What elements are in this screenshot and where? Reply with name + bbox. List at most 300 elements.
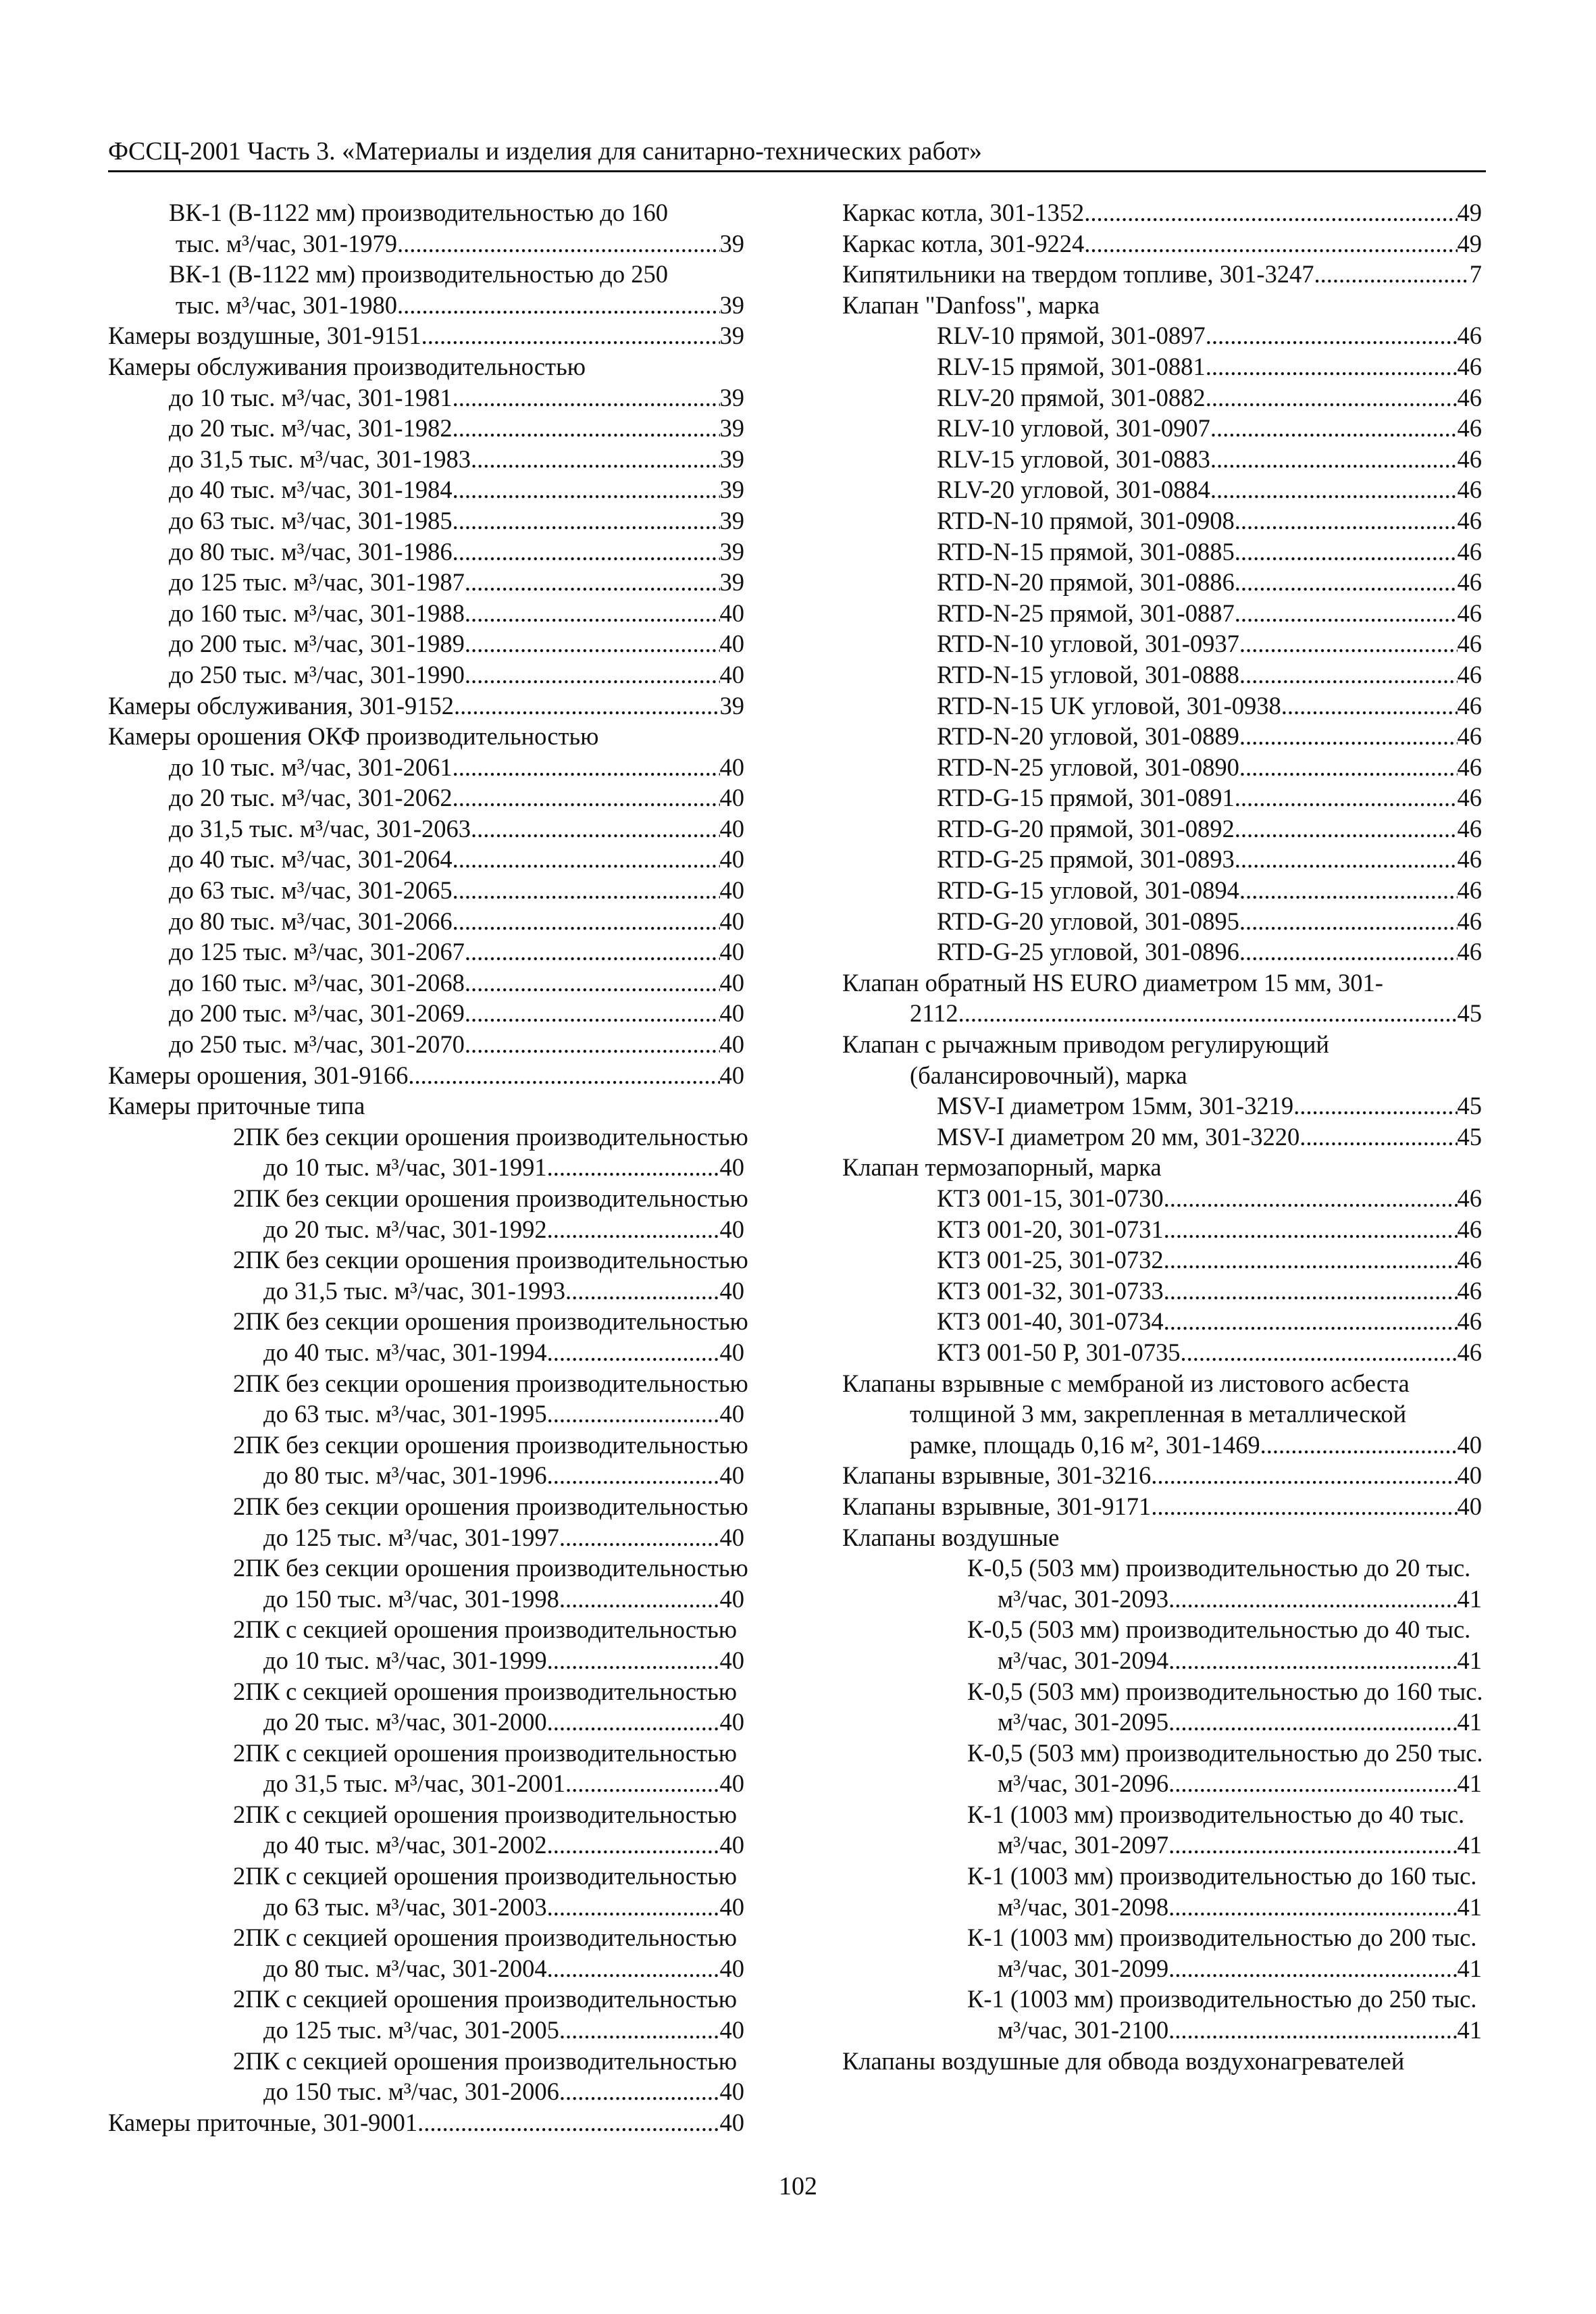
entry-page-number: 46 (1457, 568, 1482, 597)
entry-page-number: 39 (719, 506, 744, 534)
entry-text: толщиной 3 мм, закрепленная в металлической (910, 1400, 1407, 1428)
entry-page-number: 46 (1457, 691, 1482, 720)
entry-text: тыс. м³/час, 301-1980 (176, 291, 398, 319)
index-entry (108, 1676, 744, 1707)
index-entry (108, 536, 744, 568)
entry-text: Камеры приточные, 301-9001 (108, 2108, 418, 2136)
entry-text: RLV-10 угловой, 301-0907 (937, 414, 1210, 443)
index-entry (108, 998, 744, 1029)
entry-text: до 125 тыс. м³/час, 301-1997 (263, 1523, 559, 1551)
entry-page-number: 46 (1457, 753, 1482, 781)
index-entry (842, 413, 1482, 444)
index-entry (842, 1830, 1482, 1861)
entry-text: Клапаны воздушные для обвода воздухонагревателей (842, 2046, 1405, 2075)
index-entry (108, 782, 744, 813)
dot-leader (1168, 1892, 1457, 1923)
entry-page-number: 40 (719, 1338, 744, 1366)
dot-leader (1235, 567, 1458, 598)
entry-page-number: 40 (719, 845, 744, 874)
entry-text: Камеры воздушные, 301-9151 (108, 322, 421, 350)
index-entry (108, 444, 744, 475)
index-entry (842, 2046, 1482, 2077)
entry-text: КТЗ 001-15, 301-0730 (937, 1184, 1164, 1212)
entry-text: КТЗ 001-25, 301-0732 (937, 1246, 1164, 1274)
entry-text: Клапан обратный HS EURO диаметром 15 мм, 301- (842, 968, 1383, 997)
dot-leader (1281, 690, 1458, 722)
index-entry (108, 1306, 748, 1337)
entry-text: до 20 тыс. м³/час, 301-1992 (263, 1215, 547, 1243)
entry-text: до 250 тыс. м³/час, 301-2070 (169, 1030, 465, 1059)
dot-leader (1164, 1183, 1458, 1214)
index-entry (108, 505, 744, 536)
index-entry (108, 721, 744, 752)
dot-leader (547, 1337, 720, 1368)
entry-text: К-0,5 (503 мм) производительностью до 250 тыс. (967, 1738, 1483, 1767)
dot-leader (1168, 1645, 1457, 1676)
entry-text: до 10 тыс. м³/час, 301-1981 (169, 383, 453, 411)
entry-page-number: 41 (1457, 2016, 1482, 2044)
dot-leader (1235, 813, 1458, 845)
entry-text: до 63 тыс. м³/час, 301-2003 (263, 1892, 547, 1921)
entry-text: Клапан термозапорный, марка (842, 1153, 1162, 1182)
index-entry (108, 2107, 744, 2138)
dot-leader (465, 967, 720, 999)
entry-page-number: 41 (1457, 1831, 1482, 1859)
index-entry (842, 1984, 1482, 2015)
index-entry (108, 1645, 744, 1676)
dot-leader (453, 875, 720, 906)
entry-page-number: 46 (1457, 1338, 1482, 1366)
dot-leader (1168, 1707, 1457, 1738)
entry-page-number: 46 (1457, 352, 1482, 380)
entry-text: RTD-N-20 угловой, 301-0889 (937, 722, 1239, 751)
entry-text: 2ПК без секции орошения производительностью (233, 1184, 748, 1212)
index-entry (842, 844, 1482, 875)
entry-text: Камеры приточные типа (108, 1092, 365, 1120)
entry-text: м³/час, 301-2098 (998, 1892, 1169, 1921)
entry-text: м³/час, 301-2100 (998, 2016, 1169, 2044)
index-entry (842, 1337, 1482, 1368)
entry-page-number: 46 (1457, 599, 1482, 627)
entry-text: до 63 тыс. м³/час, 301-2065 (169, 876, 453, 905)
dot-leader (465, 936, 720, 967)
dot-leader (1210, 444, 1458, 475)
index-entry (108, 1122, 748, 1153)
entry-text: до 10 тыс. м³/час, 301-2061 (169, 753, 453, 781)
index-entry (842, 474, 1482, 505)
index-entry (108, 1799, 744, 1830)
index-entry (842, 1922, 1482, 1953)
entry-page-number: 46 (1457, 506, 1482, 534)
index-entry (842, 1645, 1482, 1676)
dot-leader (471, 444, 720, 475)
dot-leader (1180, 1337, 1457, 1368)
dot-leader (1210, 474, 1458, 505)
entry-text: RLV-15 прямой, 301-0881 (937, 352, 1206, 380)
dot-leader (1235, 844, 1458, 875)
entry-text: 2ПК без секции орошения производительностью (233, 1122, 748, 1151)
dot-leader (547, 1214, 720, 1245)
index-entry (842, 1553, 1482, 1584)
entry-page-number: 40 (719, 753, 744, 781)
entry-page-number: 39 (719, 568, 744, 597)
dot-leader (559, 2015, 720, 2046)
dot-leader (547, 1399, 720, 1430)
entry-text: Камеры обслуживания производительностью (108, 352, 586, 380)
entry-text: 2ПК с секцией орошения производительностью (233, 1862, 737, 1890)
index-entry (108, 1861, 744, 1892)
dot-leader (1206, 351, 1458, 382)
entry-page-number: 40 (719, 2016, 744, 2044)
entry-page-number: 7 (1469, 260, 1482, 288)
entry-page-number: 40 (719, 814, 744, 842)
index-entry (842, 782, 1482, 813)
entry-page-number: 46 (1457, 784, 1482, 812)
dot-leader (1084, 228, 1457, 259)
index-entry (108, 382, 744, 413)
entry-text: до 40 тыс. м³/час, 301-2002 (263, 1831, 547, 1859)
entry-text: до 80 тыс. м³/час, 301-2066 (169, 907, 453, 935)
index-entry (842, 259, 1482, 290)
entry-page-number: 40 (719, 1584, 744, 1613)
entry-page-number: 40 (719, 1153, 744, 1182)
entry-text: RTD-G-20 угловой, 301-0895 (937, 907, 1239, 935)
entry-text: RTD-N-20 прямой, 301-0886 (937, 568, 1235, 597)
entry-text: до 160 тыс. м³/час, 301-1988 (169, 599, 465, 627)
dot-leader (453, 382, 720, 413)
dot-leader (547, 1152, 720, 1183)
page-header: ФССЦ-2001 Часть 3. «Материалы и изделия для санитарно-технических работ» (108, 135, 1486, 172)
entry-page-number: 46 (1457, 476, 1482, 504)
index-entry (842, 1892, 1482, 1923)
dot-leader (547, 1830, 720, 1861)
entry-text: MSV-I диаметром 15мм, 301-3219 (937, 1092, 1294, 1120)
entry-page-number: 45 (1457, 1122, 1482, 1151)
dot-leader (1239, 906, 1458, 937)
index-entry (842, 1306, 1482, 1337)
dot-leader (547, 1645, 720, 1676)
entry-text: RLV-10 прямой, 301-0897 (937, 322, 1206, 350)
entry-text: Клапан с рычажным приводом регулирующий (842, 1030, 1329, 1059)
entry-page-number: 40 (719, 1831, 744, 1859)
entry-text: RTD-N-10 угловой, 301-0937 (937, 630, 1239, 658)
index-entry (108, 320, 744, 351)
dot-leader (471, 813, 720, 845)
dot-leader (465, 567, 720, 598)
index-entry (108, 413, 744, 444)
index-entry (842, 1029, 1482, 1060)
entry-text: RTD-N-15 прямой, 301-0885 (937, 537, 1235, 565)
entry-text: 2ПК с секцией орошения производительностью (233, 1923, 737, 1952)
index-entry (842, 567, 1482, 598)
dot-leader (465, 598, 720, 629)
dot-leader (565, 1768, 720, 1799)
dot-leader (1314, 259, 1470, 290)
index-entry (842, 1522, 1482, 1553)
index-entry (108, 1707, 744, 1738)
dot-leader (559, 1522, 720, 1553)
entry-text: 2ПК с секцией орошения производительностью (233, 2046, 737, 2075)
index-entry (842, 1584, 1482, 1615)
entry-text: RTD-N-25 угловой, 301-0890 (937, 753, 1239, 781)
entry-text: до 80 тыс. м³/час, 301-1996 (263, 1461, 547, 1490)
dot-leader (453, 782, 720, 813)
index-entry (842, 1707, 1482, 1738)
dot-leader (1239, 936, 1458, 967)
index-entry (842, 1768, 1482, 1799)
index-entry (108, 1183, 748, 1214)
entry-text: до 63 тыс. м³/час, 301-1995 (263, 1400, 547, 1428)
entry-text: до 63 тыс. м³/час, 301-1985 (169, 506, 453, 534)
entry-text: КТЗ 001-50 Р, 301-0735 (937, 1338, 1181, 1366)
entry-text: 2ПК с секцией орошения производительностью (233, 1985, 737, 2013)
index-entry (842, 320, 1482, 351)
dot-leader (408, 1060, 719, 1091)
index-entry (108, 1922, 744, 1953)
entry-page-number: 40 (719, 2108, 744, 2136)
index-entry (842, 752, 1482, 783)
dot-leader (1206, 320, 1458, 351)
entry-page-number: 40 (719, 907, 744, 935)
index-entry (108, 228, 744, 259)
entry-text: Клапаны взрывные, 301-9171 (842, 1492, 1152, 1520)
entry-page-number: 40 (719, 1276, 744, 1305)
dot-leader (547, 1707, 720, 1738)
index-entry (842, 505, 1482, 536)
entry-text: рамке, площадь 0,16 м², 301-1469 (910, 1430, 1260, 1459)
index-entry (842, 1738, 1482, 1769)
index-entry (108, 967, 744, 999)
entry-text: RTD-G-15 угловой, 301-0894 (937, 876, 1239, 905)
entry-page-number: 40 (1457, 1492, 1482, 1520)
entry-text: до 31,5 тыс. м³/час, 301-2001 (263, 1769, 565, 1798)
dot-leader (453, 906, 720, 937)
entry-text: м³/час, 301-2096 (998, 1769, 1169, 1798)
dot-leader (547, 1953, 720, 1984)
entry-page-number: 39 (719, 476, 744, 504)
entry-page-number: 46 (1457, 845, 1482, 874)
index-entry (842, 1614, 1482, 1645)
index-entry (842, 444, 1482, 475)
entry-text: до 125 тыс. м³/час, 301-2005 (263, 2016, 559, 2044)
dot-leader (453, 752, 720, 783)
dot-leader (417, 2107, 719, 2138)
index-entry (108, 1738, 744, 1769)
entry-text: RTD-N-15 UK угловой, 301-0938 (937, 691, 1281, 720)
dot-leader (547, 1460, 720, 1491)
index-entry (108, 351, 744, 382)
index-entry (842, 2015, 1482, 2046)
dot-leader (397, 228, 719, 259)
index-entry (842, 382, 1482, 413)
dot-leader (397, 290, 719, 321)
index-entry (108, 1491, 748, 1522)
index-entry (842, 1676, 1482, 1707)
dot-leader (1293, 1090, 1457, 1122)
entry-text: м³/час, 301-2095 (998, 1708, 1169, 1736)
index-entry (108, 628, 744, 659)
dot-leader (1210, 413, 1458, 444)
dot-leader (1239, 659, 1458, 690)
index-entry (842, 936, 1482, 967)
index-entry (842, 1799, 1482, 1830)
entry-text: RTD-G-20 прямой, 301-0892 (937, 814, 1235, 842)
entry-page-number: 39 (719, 445, 744, 473)
index-entry (842, 536, 1482, 568)
index-entry (842, 1491, 1482, 1522)
dot-leader (559, 1584, 720, 1615)
entry-page-number: 40 (719, 1215, 744, 1243)
dot-leader (1235, 536, 1458, 568)
index-entry (108, 1614, 744, 1645)
index-entry (842, 813, 1482, 845)
index-entry (108, 1430, 748, 1461)
entry-page-number: 40 (719, 1954, 744, 1982)
entry-page-number: 39 (719, 383, 744, 411)
entry-page-number: 40 (719, 1061, 744, 1089)
entry-page-number: 46 (1457, 1307, 1482, 1336)
entry-text: К-1 (1003 мм) производительностью до 200 тыс. (967, 1923, 1477, 1952)
entry-page-number: 39 (719, 691, 744, 720)
index-entry (108, 844, 744, 875)
entry-text: до 160 тыс. м³/час, 301-2068 (169, 968, 465, 997)
index-entry (842, 1861, 1482, 1892)
index-entry (842, 1214, 1482, 1245)
entry-text: Камеры орошения, 301-9166 (108, 1061, 409, 1089)
index-entry (842, 1122, 1482, 1153)
index-entry (108, 1460, 744, 1491)
entry-page-number: 40 (719, 630, 744, 658)
index-entry (842, 197, 1482, 228)
index-entry (108, 598, 744, 629)
entry-page-number: 46 (1457, 660, 1482, 688)
index-entry (842, 1399, 1482, 1430)
entry-page-number: 40 (719, 876, 744, 905)
dot-leader (453, 413, 720, 444)
entry-text: до 20 тыс. м³/час, 301-2062 (169, 784, 453, 812)
entry-page-number: 41 (1457, 1892, 1482, 1921)
dot-leader (1164, 1306, 1458, 1337)
entry-text: до 31,5 тыс. м³/час, 301-1993 (263, 1276, 565, 1305)
dot-leader (465, 998, 720, 1029)
entry-text: до 125 тыс. м³/час, 301-2067 (169, 938, 465, 966)
entry-page-number: 40 (1457, 1430, 1482, 1459)
dot-leader (1235, 782, 1458, 813)
entry-page-number: 46 (1457, 814, 1482, 842)
entry-page-number: 46 (1457, 630, 1482, 658)
entry-text: Камеры обслуживания, 301-9152 (108, 691, 454, 720)
entry-text: до 40 тыс. м³/час, 301-1994 (263, 1338, 547, 1366)
entry-text: до 31,5 тыс. м³/час, 301-1983 (169, 445, 471, 473)
entry-text: м³/час, 301-2099 (998, 1954, 1169, 1982)
entry-page-number: 41 (1457, 1769, 1482, 1798)
index-entry (108, 1337, 744, 1368)
index-entry (108, 1368, 748, 1399)
index-entry (842, 1244, 1482, 1276)
index-column-left (108, 197, 748, 2138)
entry-text: до 200 тыс. м³/час, 301-1989 (169, 630, 465, 658)
entry-page-number: 40 (719, 1892, 744, 1921)
index-entry (108, 875, 744, 906)
dot-leader (1239, 721, 1458, 752)
entry-text: до 80 тыс. м³/час, 301-1986 (169, 537, 453, 565)
index-entry (842, 628, 1482, 659)
index-entry (842, 351, 1482, 382)
dot-leader (1235, 505, 1458, 536)
dot-leader (1235, 598, 1458, 629)
entry-text: RTD-N-15 угловой, 301-0888 (937, 660, 1239, 688)
entry-page-number: 40 (719, 784, 744, 812)
dot-leader (559, 2076, 720, 2107)
dot-leader (1168, 1830, 1457, 1861)
entry-page-number: 45 (1457, 1092, 1482, 1120)
entry-page-number: 49 (1457, 229, 1482, 257)
entry-text: до 200 тыс. м³/час, 301-2069 (169, 999, 465, 1028)
entry-page-number: 46 (1457, 537, 1482, 565)
entry-page-number: 40 (719, 1030, 744, 1059)
entry-text: К-1 (1003 мм) производительностью до 160 тыс. (967, 1862, 1477, 1890)
entry-page-number: 46 (1457, 1215, 1482, 1243)
entry-text: ВК-1 (В-1122 мм) производительностью до 250 (169, 260, 668, 288)
entry-page-number: 46 (1457, 876, 1482, 905)
dot-leader (453, 536, 720, 568)
entry-text: RLV-20 прямой, 301-0882 (937, 383, 1206, 411)
index-entry (842, 1060, 1482, 1091)
index-entry (108, 1029, 744, 1060)
index-entry (842, 290, 1482, 321)
entry-text: м³/час, 301-2097 (998, 1831, 1169, 1859)
dot-leader (465, 659, 720, 690)
dot-leader (465, 1029, 720, 1060)
index-entry (108, 567, 744, 598)
entry-text: Камеры орошения ОКФ производительностью (108, 722, 599, 751)
entry-text: К-1 (1003 мм) производительностью до 250 тыс. (967, 1985, 1477, 2013)
dot-leader (453, 505, 720, 536)
dot-leader (1164, 1214, 1458, 1245)
entry-text: 2ПК с секцией орошения производительностью (233, 1738, 737, 1767)
entry-text: до 80 тыс. м³/час, 301-2004 (263, 1954, 547, 1982)
entry-text: 2ПК без секции орошения производительностью (233, 1246, 748, 1274)
entry-text: Клапаны воздушные (842, 1523, 1060, 1551)
index-entry (842, 1152, 1482, 1183)
index-column-right (842, 197, 1482, 2076)
index-entry (842, 1368, 1482, 1399)
entry-text: 2112 (910, 999, 958, 1028)
entry-text: до 20 тыс. м³/час, 301-2000 (263, 1708, 547, 1736)
entry-text: Кипятильники на твердом топливе, 301-3247 (842, 260, 1314, 288)
index-entry (108, 752, 744, 783)
index-entry (842, 1276, 1482, 1307)
entry-page-number: 40 (719, 599, 744, 627)
index-entry (108, 1553, 748, 1584)
entry-text: Клапаны взрывные, 301-3216 (842, 1461, 1152, 1490)
entry-text: до 40 тыс. м³/час, 301-2064 (169, 845, 453, 874)
index-entry (108, 1152, 744, 1183)
index-entry (842, 228, 1482, 259)
index-entry (108, 906, 744, 937)
entry-text: до 20 тыс. м³/час, 301-1982 (169, 414, 453, 443)
entry-text: MSV-I диаметром 20 мм, 301-3220 (937, 1122, 1300, 1151)
index-entry (108, 659, 744, 690)
entry-text: К-0,5 (503 мм) производительностью до 40 тыс. (967, 1615, 1471, 1644)
entry-text: до 10 тыс. м³/час, 301-1991 (263, 1153, 547, 1182)
entry-page-number: 40 (719, 999, 744, 1028)
index-entry (842, 906, 1482, 937)
index-entry (108, 1892, 744, 1923)
dot-leader (1239, 628, 1458, 659)
dot-leader (453, 844, 720, 875)
entry-text: 2ПК без секции орошения производительностью (233, 1554, 748, 1582)
